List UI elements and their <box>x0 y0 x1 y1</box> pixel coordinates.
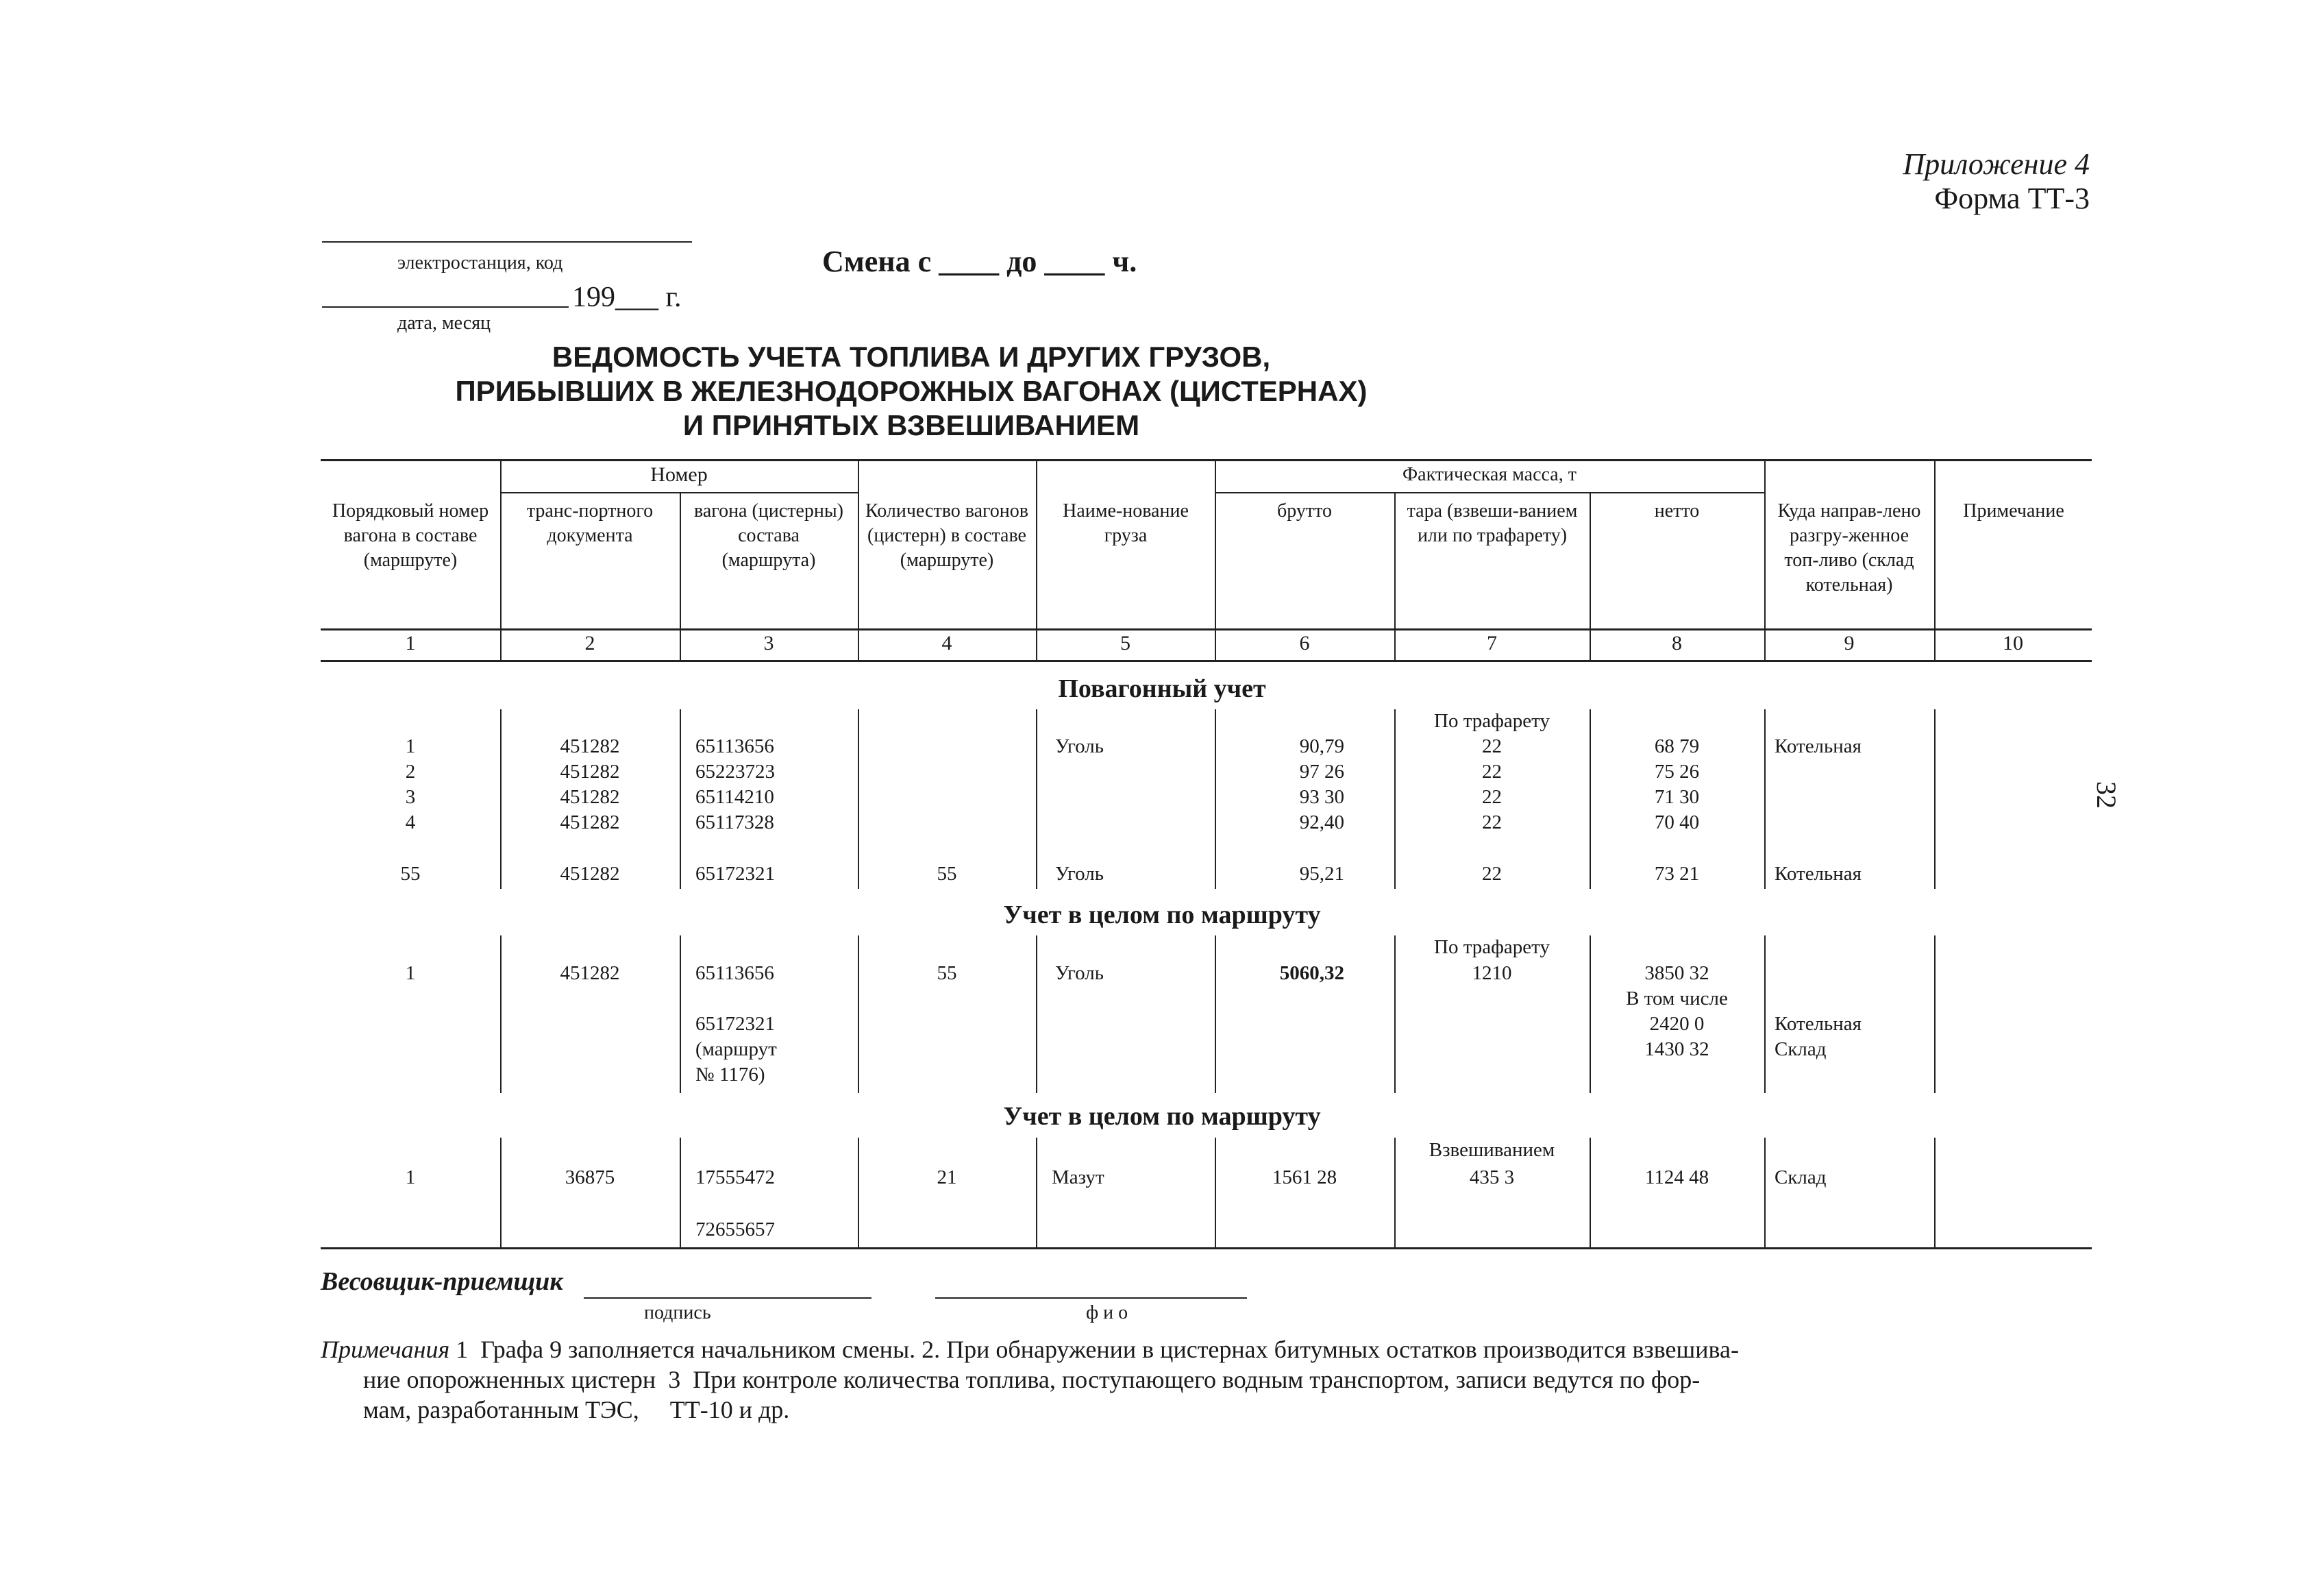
col-header-6: брутто <box>1277 500 1332 522</box>
cell-gross: 5060,32 <box>1279 962 1344 984</box>
cell-wagon: 17555472 <box>695 1166 775 1188</box>
header-mid-rule <box>321 628 2092 630</box>
cell-wagon: (маршрут <box>695 1038 777 1060</box>
cell-tare: 22 <box>1482 735 1502 757</box>
column-divider <box>1215 709 1216 889</box>
col-header-3: вагона (цистерны) состава (маршрута) <box>694 500 843 571</box>
column-divider <box>1934 709 1936 889</box>
cell-net: 71 30 <box>1654 786 1700 808</box>
col-header-8: нетто <box>1654 500 1700 522</box>
cell-wagon: № 1176) <box>695 1064 765 1086</box>
group-rule-mass <box>1215 492 1764 493</box>
cell-net-including: В том числе <box>1626 988 1728 1009</box>
date-caption: дата, месяц <box>397 313 491 334</box>
appendix-label: Приложение 4 <box>1903 147 2090 181</box>
group-header-mass: Фактическая масса, т <box>1402 464 1577 485</box>
title-line-1: ВЕДОМОСТЬ УЧЕТА ТОПЛИВА И ДРУГИХ ГРУЗОВ, <box>552 341 1271 373</box>
cell-count: 55 <box>937 863 957 885</box>
column-divider <box>1215 935 1216 1093</box>
header-divider <box>1036 459 1037 660</box>
col-header-10: Примечание <box>1963 500 2064 522</box>
col-number: 4 <box>941 632 952 654</box>
column-divider <box>680 709 681 889</box>
cell-wagon: 72655657 <box>695 1219 775 1240</box>
cell-tare: 22 <box>1482 863 1502 885</box>
page-number: 32 <box>2091 781 2122 809</box>
tare-note: Взвешиванием <box>1429 1139 1555 1161</box>
col-header-4: Количество вагонов (цистерн) в составе (маршруте) <box>865 500 1029 571</box>
cell-net: 68 79 <box>1654 735 1700 757</box>
column-divider <box>1215 1138 1216 1249</box>
header-divider <box>1215 459 1216 660</box>
tare-note: По трафарету <box>1434 710 1550 732</box>
column-divider <box>1934 1138 1936 1249</box>
signature-line <box>584 1297 872 1299</box>
cell-net: 75 26 <box>1654 761 1700 783</box>
cell-gross: 90,79 <box>1299 735 1344 757</box>
column-divider <box>1036 1138 1037 1249</box>
col-number: 5 <box>1120 632 1130 654</box>
tare-note: По трафарету <box>1434 936 1550 958</box>
cell-seq: 4 <box>405 811 416 833</box>
column-divider <box>1036 935 1037 1093</box>
cell-gross: 97 26 <box>1299 761 1344 783</box>
cell-destination: Котельная <box>1775 1013 1862 1035</box>
cell-wagon: 65114210 <box>695 786 774 808</box>
cell-destination: Склад <box>1775 1038 1827 1060</box>
column-divider <box>1764 709 1766 889</box>
column-divider <box>1764 1138 1766 1249</box>
cell-gross: 92,40 <box>1299 811 1344 833</box>
cell-tare: 22 <box>1482 761 1502 783</box>
col-number: 3 <box>763 632 774 654</box>
cell-doc: 451282 <box>560 863 620 885</box>
header-divider <box>858 459 859 660</box>
cell-doc: 451282 <box>560 735 620 757</box>
cell-cargo: Уголь <box>1055 863 1104 885</box>
cell-seq: 1 <box>405 1166 416 1188</box>
cell-wagon: 65172321 <box>695 863 775 885</box>
cell-tare: 1210 <box>1472 962 1512 984</box>
group-header-number: Номер <box>650 463 708 486</box>
col-header-2: транс-портного документа <box>526 500 654 546</box>
col-number: 8 <box>1672 632 1682 654</box>
column-divider <box>680 935 681 1093</box>
cell-count: 21 <box>937 1166 957 1188</box>
fio-caption: ф и о <box>1086 1302 1128 1323</box>
col-number: 7 <box>1487 632 1497 654</box>
section-title: Учет в целом по маршруту <box>1003 901 1321 929</box>
cell-net: 3850 32 <box>1644 962 1709 984</box>
cell-net: 1124 48 <box>1644 1166 1709 1188</box>
col-number: 2 <box>584 632 595 654</box>
column-divider <box>858 1138 859 1249</box>
cell-tare: 435 3 <box>1469 1166 1515 1188</box>
column-divider <box>500 935 502 1093</box>
column-divider <box>1036 709 1037 889</box>
header-divider <box>1764 459 1766 660</box>
notes-line-2: ние опорожненных цистерн 3 При контроле количества топлива, поступающего водным транспортом, записи ведутся по фор- <box>363 1366 1701 1393</box>
signature-caption: подпись <box>644 1302 711 1323</box>
column-divider <box>858 935 859 1093</box>
cell-seq: 55 <box>400 863 421 885</box>
cell-net: 1430 32 <box>1644 1038 1709 1060</box>
header-bottom-rule <box>321 660 2092 662</box>
column-divider <box>1590 1138 1591 1249</box>
cell-seq: 3 <box>405 786 416 808</box>
col-number: 10 <box>2003 632 2023 654</box>
col-header-7: тара (взвеши-ванием или по трафарету) <box>1407 500 1578 546</box>
section-title: Повагонный учет <box>1058 674 1266 703</box>
col-header-9: Куда направ-лено разгру-женное топ-ливо (склад котельная) <box>1777 500 1921 596</box>
cell-net: 2420 0 <box>1649 1013 1705 1035</box>
shift-field: Смена с ____ до ____ ч. <box>822 245 1137 278</box>
weigher-label: Весовщик-приемщик <box>321 1267 563 1296</box>
cell-count: 55 <box>937 962 957 984</box>
cell-seq: 1 <box>405 962 416 984</box>
column-divider <box>1934 935 1936 1093</box>
year-text: 199___ г. <box>572 282 682 313</box>
cell-gross: 1561 28 <box>1272 1166 1337 1188</box>
cell-doc: 451282 <box>560 761 620 783</box>
station-field-line <box>322 241 692 243</box>
column-divider <box>680 1138 681 1249</box>
col-number: 1 <box>405 632 416 654</box>
cell-gross: 93 30 <box>1299 786 1344 808</box>
header-top-rule <box>321 459 2092 461</box>
column-divider <box>500 1138 502 1249</box>
group-rule-number <box>500 492 858 493</box>
cell-wagon: 65113656 <box>695 735 774 757</box>
cell-seq: 1 <box>405 735 416 757</box>
cell-net: 73 21 <box>1654 863 1700 885</box>
cell-cargo: Уголь <box>1055 962 1104 984</box>
notes-label: Примечания <box>321 1336 450 1363</box>
title-line-3: И ПРИНЯТЫХ ВЗВЕШИВАНИЕМ <box>682 409 1140 441</box>
title-line-2: ПРИБЫВШИХ В ЖЕЛЕЗНОДОРОЖНЫХ ВАГОНАХ (ЦИСТЕРНАХ) <box>455 375 1368 407</box>
cell-seq: 2 <box>405 761 416 783</box>
header-divider <box>500 459 502 660</box>
cell-doc: 451282 <box>560 811 620 833</box>
table-bottom-rule <box>321 1247 2092 1249</box>
cell-destination: Склад <box>1775 1166 1827 1188</box>
col-header-5: Наиме-нование груза <box>1063 500 1189 546</box>
cell-doc: 451282 <box>560 962 620 984</box>
col-number: 6 <box>1299 632 1310 654</box>
form-code: Форма ТТ-3 <box>1934 182 2090 215</box>
cell-cargo: Мазут <box>1052 1166 1104 1188</box>
cell-doc: 451282 <box>560 786 620 808</box>
col-number: 9 <box>1844 632 1855 654</box>
cell-doc: 36875 <box>565 1166 615 1188</box>
cell-wagon: 65172321 <box>695 1013 775 1035</box>
notes-line-1 <box>321 1335 1739 1364</box>
notes-line-3: мам, разработанным ТЭС, ТТ-10 и др. <box>363 1396 790 1423</box>
cell-tare: 22 <box>1482 811 1502 833</box>
cell-wagon: 65117328 <box>695 811 774 833</box>
col-header-1: Порядковый номер вагона в составе (маршруте) <box>332 500 489 571</box>
cell-destination: Котельная <box>1775 863 1862 885</box>
cell-net: 70 40 <box>1654 811 1700 833</box>
cell-wagon: 65113656 <box>695 962 774 984</box>
cell-gross: 95,21 <box>1299 863 1344 885</box>
cell-tare: 22 <box>1482 786 1502 808</box>
fio-line <box>935 1297 1247 1299</box>
section-title: Учет в целом по маршруту <box>1003 1102 1321 1131</box>
column-divider <box>1764 935 1766 1093</box>
date-field-line <box>322 306 569 308</box>
station-caption: электростанция, код <box>397 252 563 273</box>
cell-destination: Котельная <box>1775 735 1862 757</box>
notes-text-1: 1 Графа 9 заполняется начальником смены. 2. При обнаружении в цистернах битумных остатков производится взвешива- <box>449 1336 1739 1363</box>
header-divider <box>1934 459 1936 660</box>
cell-cargo: Уголь <box>1055 735 1104 757</box>
cell-wagon: 65223723 <box>695 761 775 783</box>
